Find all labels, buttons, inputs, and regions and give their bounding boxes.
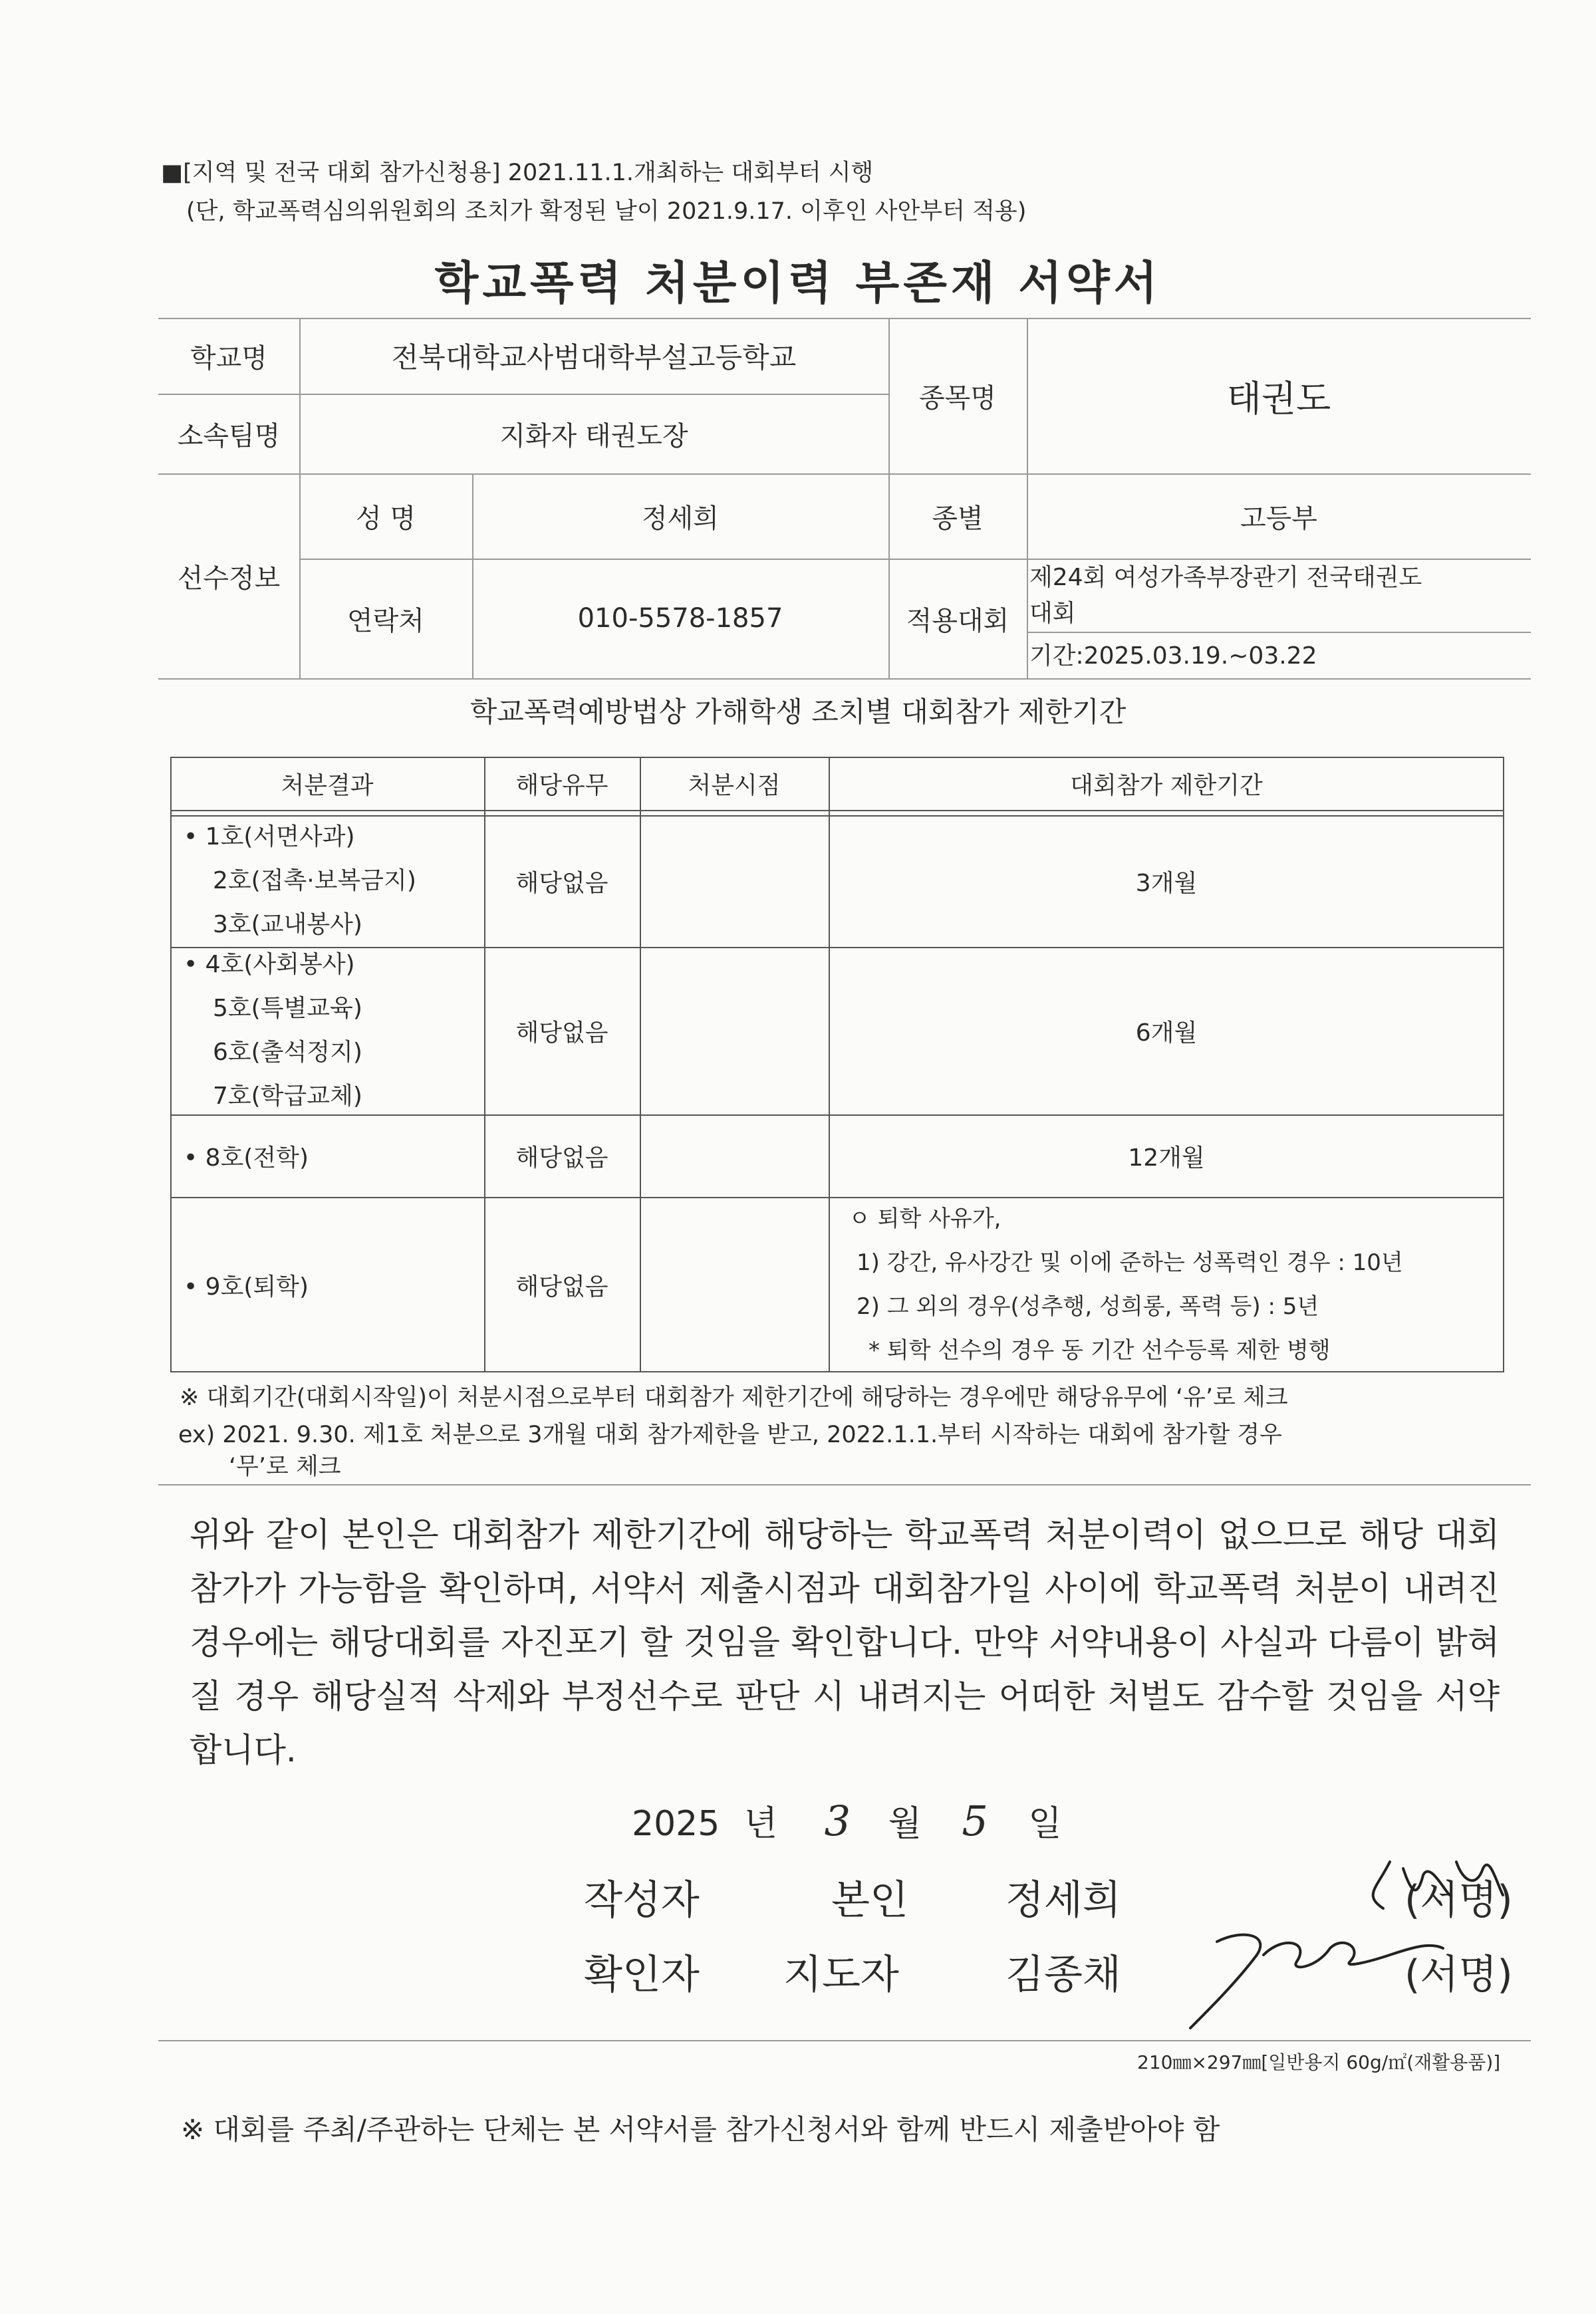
table-row: • 4호(사회봉사) 5호(특별교육) 6호(출석정지) 7호(학급교체) (184, 951, 362, 1110)
school-label: 학교명 (190, 342, 267, 374)
division-label: 종별 (932, 503, 984, 534)
row4-period: ㅇ 퇴학 사유가, 1) 강간, 유사강간 및 이에 준하는 성폭력인 경우 : 10년 2) 그 외의 경우(성추행, 성희롱, 폭력 등) : 5년 * 퇴학 선수의 경우 동 기간 선수등록 제한 병행 (849, 1206, 1403, 1364)
pledge-text: 위와 같이 본인은 대회참가 제한기간에 해당하는 학교폭력 처분이력이 없으므로 해당 대회 참가가 가능함을 확인하며, 서약서 제출시점과 대회참가일 사이에 학교폭력 처분이 내려진 경우에는 해당대회를 자진포기 할 것임을 확인합니다. 만약 서약내용이 사실과 다름이 밝혀질 경우 해당실적 삭제와 부정선수로 판단 시 내려지는 어떠한 처벌도 감수할 것임을 서약합니다. (190, 1515, 1500, 1769)
final-note: ※ 대회를 주최/주관하는 단체는 본 서약서를 참가신청서와 함께 반드시 제출받아야 함 (181, 2113, 1220, 2146)
note-3: ‘무’로 체크 (229, 1454, 341, 1480)
writer-sign-label: (서명) (1404, 1877, 1513, 1924)
writer-relation: 본인 (831, 1877, 908, 1924)
team-value: 지화자 태권도장 (499, 420, 688, 451)
header-line-1: ■[지역 및 전국 대회 참가신청용] 2021.11.1.개최하는 대회부터 시행 (161, 160, 874, 186)
event-value: 제24회 여성가족부장관기 전국태권도 대회 (1029, 564, 1422, 627)
row1-applicable: 해당없음 (515, 869, 608, 897)
writer-name: 정세희 (1005, 1877, 1121, 1924)
name-label: 성 명 (356, 503, 416, 534)
checker-sign-label: (서명) (1404, 1952, 1513, 1998)
table-row: • 9호(퇴학) (184, 1273, 309, 1301)
name-value: 정세희 (642, 503, 719, 534)
team-label: 소속팀명 (177, 420, 281, 451)
paper-spec: 210㎜×297㎜[일반용지 60g/㎡(재활용품)] (1137, 2051, 1501, 2073)
col-header-time: 처분시점 (688, 771, 781, 799)
row3-period: 12개월 (1128, 1144, 1205, 1172)
school-value: 전북대학교사범대학부설고등학교 (391, 341, 797, 374)
player-info-label: 선수정보 (177, 563, 281, 594)
date-line: 2025 년 3 월 5 일 (632, 1797, 1062, 1845)
row2-applicable: 해당없음 (515, 1019, 608, 1047)
checker-role: 확인자 (584, 1952, 700, 1998)
note-1: ※ 대회기간(대회시작일)이 처분시점으로부터 대회참가 제한기간에 해당하는 경우에만 해당유무에 ‘유’로 체크 (180, 1384, 1288, 1411)
col-header-period: 대회참가 제한기간 (1070, 771, 1263, 799)
division-value: 고등부 (1240, 503, 1317, 534)
table-row: • 1호(서면사과) 2호(접촉·보복금지) 3호(교내봉사) (184, 823, 416, 938)
sport-value: 태권도 (1226, 377, 1331, 420)
col-header-result: 처분결과 (281, 771, 374, 799)
table-row: • 8호(전학) (184, 1144, 309, 1172)
col-header-applicable: 해당유무 (515, 771, 608, 799)
row4-applicable: 해당없음 (515, 1273, 608, 1301)
sport-label: 종목명 (919, 382, 996, 414)
row2-period: 6개월 (1135, 1019, 1198, 1047)
handwritten-signature (1164, 1849, 1563, 2048)
checker-relation: 지도자 (783, 1952, 899, 1998)
event-label: 적용대회 (906, 605, 1009, 636)
note-2: ex) 2021. 9.30. 제1호 처분으로 3개월 대회 참가제한을 받고, 2022.1.1.부터 시작하는 대회에 참가할 경우 (178, 1422, 1282, 1448)
row3-applicable: 해당없음 (515, 1144, 608, 1172)
section-title: 학교폭력예방법상 가해학생 조치별 대회참가 제한기간 (469, 696, 1127, 728)
contact-value: 010-5578-1857 (577, 603, 783, 634)
row1-period: 3개월 (1135, 869, 1198, 897)
contact-label: 연락처 (347, 605, 424, 636)
event-period: 기간:2025.03.19.~03.22 (1029, 642, 1317, 670)
header-line-2: (단, 학교폭력심의위원회의 조치가 확정된 날이 2021.9.17. 이후인 사안부터 적용) (186, 198, 1027, 225)
page-title: 학교폭력 처분이력 부존재 서약서 (434, 257, 1162, 310)
checker-name: 김종채 (1005, 1952, 1121, 1998)
writer-role: 작성자 (584, 1877, 700, 1924)
